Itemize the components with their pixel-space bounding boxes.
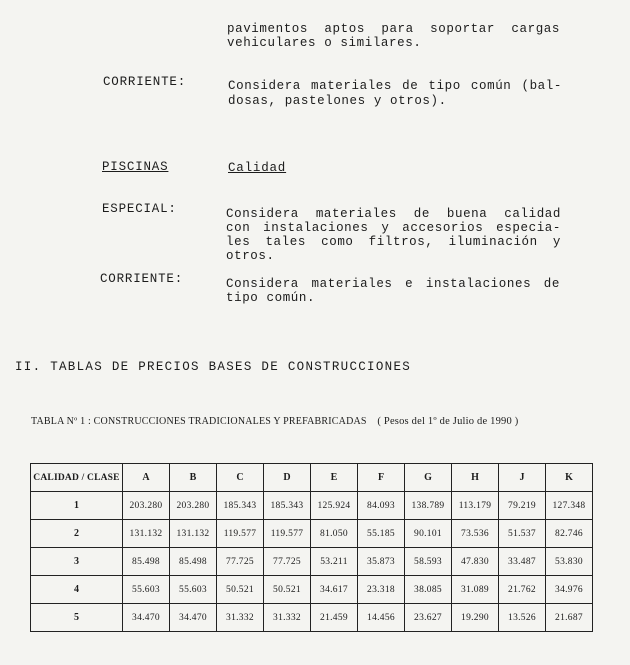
- table-cell: 14.456: [358, 604, 405, 632]
- table-cell: 85.498: [170, 548, 217, 576]
- table-cell: 47.830: [452, 548, 499, 576]
- table-cell: 119.577: [264, 520, 311, 548]
- column-header-k: K: [546, 464, 593, 492]
- table-cell: 31.089: [452, 576, 499, 604]
- table-caption-note: ( Pesos del 1º de Julio de 1990 ): [377, 416, 519, 427]
- column-header-j: J: [499, 464, 546, 492]
- row-label: 3: [31, 548, 123, 576]
- section-heading: II. TABLAS DE PRECIOS BASES DE CONSTRUCCIONES: [15, 360, 412, 374]
- table-cell: 85.498: [123, 548, 170, 576]
- corriente-1-line-2: dosas, pastelones y otros).: [228, 94, 447, 108]
- table-cell: 81.050: [311, 520, 358, 548]
- table-cell: 77.725: [264, 548, 311, 576]
- table-cell: 50.521: [217, 576, 264, 604]
- table-cell: 34.617: [311, 576, 358, 604]
- table-cell: 185.343: [264, 492, 311, 520]
- table-cell: 34.470: [170, 604, 217, 632]
- table-cell: 203.280: [170, 492, 217, 520]
- especial-term: ESPECIAL:: [102, 202, 177, 216]
- table-cell: 55.603: [123, 576, 170, 604]
- table-cell: 35.873: [358, 548, 405, 576]
- row-label: 5: [31, 604, 123, 632]
- corriente-1-line-1: Considera materiales de tipo común (bal-: [228, 79, 562, 93]
- table-cell: 79.219: [499, 492, 546, 520]
- table-cell: 127.348: [546, 492, 593, 520]
- piscinas-term: PISCINAS: [102, 160, 169, 174]
- table-cell: 131.132: [170, 520, 217, 548]
- column-header-g: G: [405, 464, 452, 492]
- table-cell: 23.318: [358, 576, 405, 604]
- table-row: [31, 576, 593, 604]
- column-header-a: A: [123, 464, 170, 492]
- table-cell: 23.627: [405, 604, 452, 632]
- table-cell: 113.179: [452, 492, 499, 520]
- continuation-line-2: vehiculares o similares.: [227, 36, 422, 50]
- table-cell: 125.924: [311, 492, 358, 520]
- table-cell: 55.185: [358, 520, 405, 548]
- especial-line-2: con instalaciones y accesorios especia-: [226, 221, 561, 235]
- especial-line-1: Considera materiales de buena calidad: [226, 207, 561, 221]
- column-header-d: D: [264, 464, 311, 492]
- table-cell: 77.725: [217, 548, 264, 576]
- table-cell: 33.487: [499, 548, 546, 576]
- table-header-row: [31, 464, 593, 492]
- table-cell: 90.101: [405, 520, 452, 548]
- table-cell: 13.526: [499, 604, 546, 632]
- table-cell: 34.976: [546, 576, 593, 604]
- corriente-term-2: CORRIENTE:: [100, 272, 184, 286]
- table-cell: 53.830: [546, 548, 593, 576]
- table-cell: 131.132: [123, 520, 170, 548]
- table-cell: 82.746: [546, 520, 593, 548]
- table-cell: 19.290: [452, 604, 499, 632]
- column-header-f: F: [358, 464, 405, 492]
- table-row: [31, 520, 593, 548]
- table-cell: 138.789: [405, 492, 452, 520]
- table-cell: 50.521: [264, 576, 311, 604]
- table-cell: 21.762: [499, 576, 546, 604]
- corner-header-cell: CALIDAD / CLASE: [31, 464, 123, 492]
- table-row: [31, 492, 593, 520]
- table-cell: 84.093: [358, 492, 405, 520]
- table-cell: 58.593: [405, 548, 452, 576]
- continuation-line-1: pavimentos aptos para soportar cargas: [227, 22, 560, 36]
- table-cell: 51.537: [499, 520, 546, 548]
- piscinas-quality-header: Calidad: [228, 161, 287, 175]
- table-caption: [31, 416, 518, 427]
- column-header-h: H: [452, 464, 499, 492]
- table-cell: 119.577: [217, 520, 264, 548]
- corriente-2-line-2: tipo común.: [226, 291, 316, 305]
- especial-line-3: les tales como filtros, iluminación y: [226, 235, 561, 249]
- table-cell: 34.470: [123, 604, 170, 632]
- table-row: [31, 604, 593, 632]
- table-cell: 73.536: [452, 520, 499, 548]
- table-cell: 203.280: [123, 492, 170, 520]
- table-cell: 21.687: [546, 604, 593, 632]
- table-row: [31, 548, 593, 576]
- column-header-c: C: [217, 464, 264, 492]
- corriente-2-line-1: Considera materiales e instalaciones de: [226, 277, 560, 291]
- price-table: [30, 463, 593, 632]
- table-cell: 185.343: [217, 492, 264, 520]
- especial-line-4: otros.: [226, 249, 275, 263]
- corriente-term-1: CORRIENTE:: [103, 75, 187, 89]
- table-cell: 31.332: [217, 604, 264, 632]
- table-cell: 38.085: [405, 576, 452, 604]
- table-cell: 53.211: [311, 548, 358, 576]
- table-caption-title: TABLA Nº 1 : CONSTRUCCIONES TRADICIONALES Y PREFABRICADAS: [31, 416, 367, 427]
- column-header-b: B: [170, 464, 217, 492]
- table-cell: 21.459: [311, 604, 358, 632]
- column-header-e: E: [311, 464, 358, 492]
- table-cell: 55.603: [170, 576, 217, 604]
- row-label: 2: [31, 520, 123, 548]
- row-label: 4: [31, 576, 123, 604]
- row-label: 1: [31, 492, 123, 520]
- table-cell: 31.332: [264, 604, 311, 632]
